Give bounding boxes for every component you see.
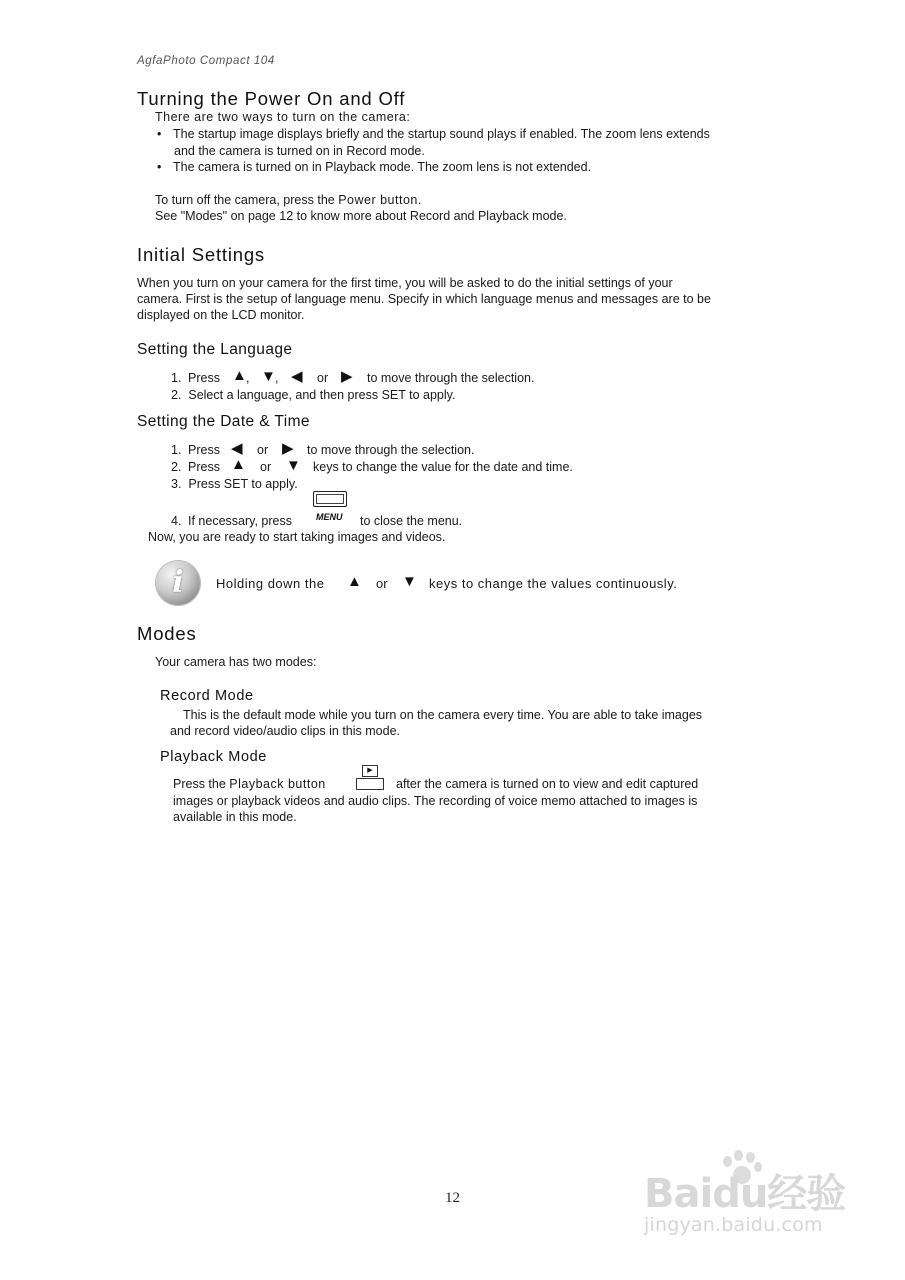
see-modes-text: See "Modes" on page 12 to know more about Record and Playback mode. — [155, 209, 567, 223]
datetime-step1-or: or — [257, 443, 269, 457]
initial-line1: When you turn on your camera for the first time, you will be asked to do the initial settings of your — [137, 276, 673, 290]
initial-line3: displayed on the LCD monitor. — [137, 308, 305, 322]
down-arrow-icon: ▼ — [402, 573, 417, 590]
playback-key-icon — [356, 765, 384, 791]
datetime-step1-press: Press — [188, 443, 220, 457]
datetime-heading: Setting the Date & Time — [137, 413, 310, 430]
datetime-step2-num: 2. — [171, 460, 182, 474]
right-arrow-icon: ▶ — [341, 368, 353, 385]
tip-pre: Holding down the — [216, 576, 325, 591]
bullet-dot: • — [157, 160, 162, 174]
playback-line1-tail: after the camera is turned on to view and edit captured — [396, 777, 699, 791]
down-arrow-icon: ▼ — [261, 368, 276, 385]
baidu-watermark — [644, 1150, 854, 1245]
datetime-step3: 3. Press SET to apply. — [171, 477, 298, 491]
language-step1-tail: to move through the selection. — [367, 371, 535, 385]
language-step1-num: 1. — [171, 371, 182, 385]
down-arrow-icon: ▼ — [286, 457, 301, 474]
comma: , — [275, 371, 279, 385]
power-heading: Turning the Power On and Off — [137, 88, 406, 109]
running-header: AgfaPhoto Compact 104 — [137, 55, 275, 67]
datetime-step2-tail: keys to change the value for the date and time. — [313, 460, 573, 474]
record-mode-line1: This is the default mode while you turn on the camera every time. You are able to take images — [183, 708, 703, 722]
modes-heading: Modes — [137, 623, 197, 644]
playback-key-button-shape — [356, 778, 384, 790]
left-arrow-icon: ◀ — [231, 440, 243, 457]
up-arrow-icon: ▲ — [232, 367, 247, 384]
playback-line3: available in this mode. — [173, 810, 297, 824]
initial-heading: Initial Settings — [137, 244, 265, 265]
tip-or: or — [376, 576, 388, 591]
power-intro: There are two ways to turn on the camera: — [155, 110, 411, 124]
language-step2: 2. Select a language, and then press SET to apply. — [171, 388, 456, 402]
playback-line1-pre — [173, 776, 326, 793]
menu-key-button-shape — [313, 491, 347, 507]
record-mode-heading: Record Mode — [160, 688, 254, 704]
language-heading: Setting the Language — [137, 341, 293, 358]
power-off-prefix: To turn off the camera, press the — [155, 193, 339, 207]
initial-line2: camera. First is the setup of language menu. Specify in which language menus and messages are to be — [137, 292, 711, 306]
tip-tail: keys to change the values continuously. — [429, 576, 678, 591]
datetime-step4-tail: to close the menu. — [360, 514, 463, 528]
page-number: 12 — [445, 1190, 460, 1206]
power-button-label: Power button — [338, 193, 418, 207]
left-arrow-icon: ◀ — [291, 368, 303, 385]
datetime-step2-or: or — [260, 460, 272, 474]
playback-pre: Press the — [173, 777, 230, 791]
playback-mode-heading: Playback Mode — [160, 749, 267, 765]
power-off-suffix: . — [417, 193, 422, 207]
datetime-step4-pre: If necessary, press — [188, 514, 292, 528]
watermark-url: jingyan.baidu.com — [644, 1214, 823, 1236]
power-off-text — [155, 192, 421, 209]
datetime-step4-num: 4. — [171, 514, 182, 528]
datetime-step2-press: Press — [188, 460, 220, 474]
play-icon: ▶ — [362, 765, 378, 777]
playback-line2: images or playback videos and audio clips. The recording of voice memo attached to images is — [173, 794, 698, 808]
watermark-logo: Baidu经验 — [644, 1171, 846, 1217]
record-mode-line2: and record video/audio clips in this mode. — [170, 724, 400, 738]
bullet-dot: • — [157, 127, 162, 141]
power-bullet1-line1: The startup image displays briefly and the startup sound plays if enabled. The zoom lens extends — [173, 127, 710, 141]
ready-text: Now, you are ready to start taking images and videos. — [148, 530, 446, 544]
up-arrow-icon: ▲ — [231, 456, 246, 473]
power-bullet1-line2: and the camera is turned on in Record mode. — [174, 144, 425, 158]
info-icon: i — [156, 561, 200, 605]
language-step1-press: Press — [188, 371, 220, 385]
right-arrow-icon: ▶ — [282, 440, 294, 457]
comma: , — [246, 371, 250, 385]
datetime-step1-num: 1. — [171, 443, 182, 457]
language-step1-or: or — [317, 371, 329, 385]
datetime-step1-tail: to move through the selection. — [307, 443, 475, 457]
menu-key-icon — [313, 491, 347, 525]
menu-key-label: MENU — [316, 512, 343, 522]
playback-button-label: Playback button — [229, 777, 326, 791]
modes-intro: Your camera has two modes: — [155, 655, 317, 669]
power-bullet2: The camera is turned on in Playback mode. The zoom lens is not extended. — [173, 160, 592, 174]
up-arrow-icon: ▲ — [347, 573, 362, 590]
